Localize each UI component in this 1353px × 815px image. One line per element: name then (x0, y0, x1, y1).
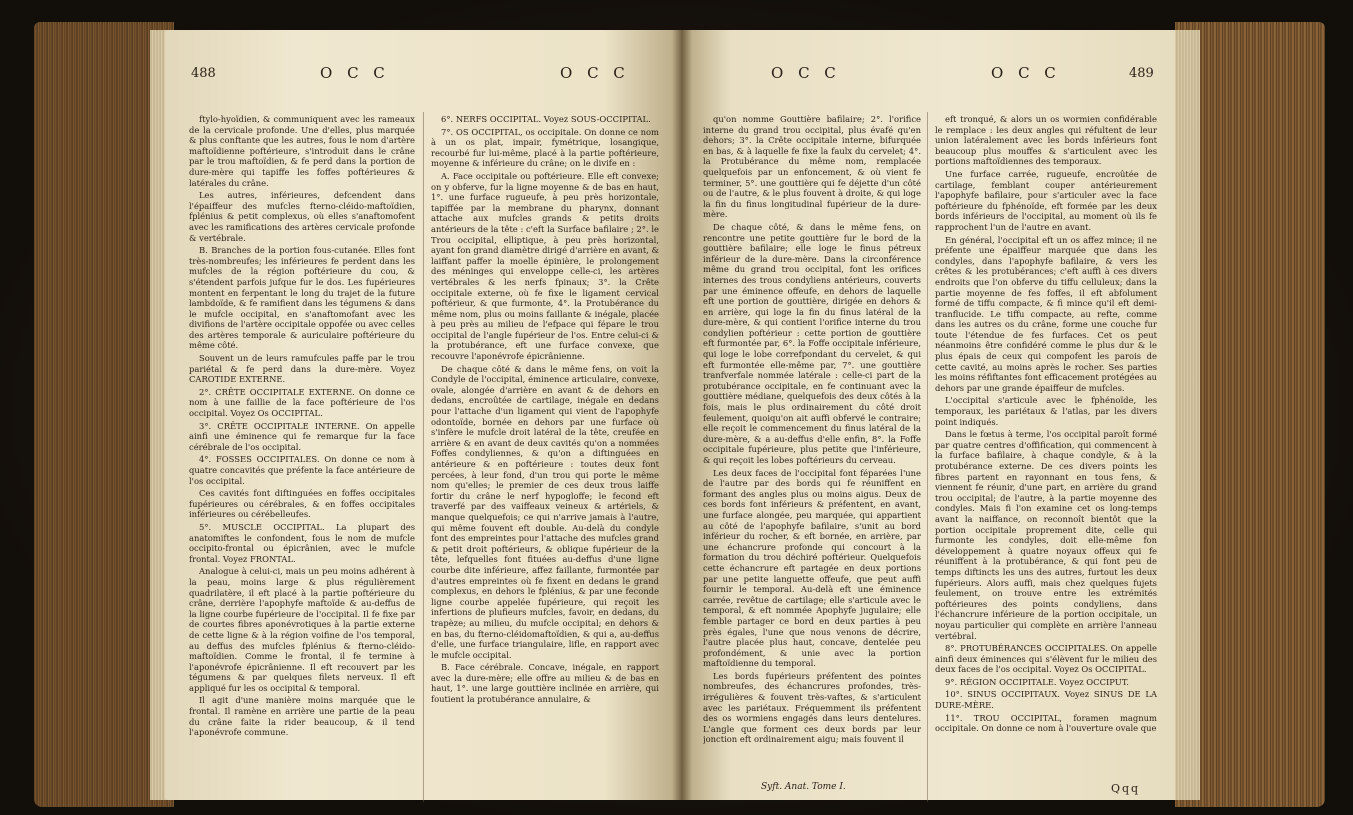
paragraph: B. Branches de la portion fous-cutanée. Elles font très-nombreufes; les inférieures fe perdent dans les mufcles de la région poftérieure du cou, & s'étendent parfois jufque fur le dos. Les fupérieures montent en ferpentant le long du trajet de la future lambdoïde, & fe ramifient dans les tégumens & dans le mufcle occipital, en s'anaftomofant avec les divifions de l'artère occipitale oppofée ou avec celles des artères temporale & auriculaire poftérieure du même côté. (189, 245, 415, 351)
page-number-right: 489 (1129, 66, 1154, 81)
paragraph: 5°. MUSCLE OCCIPITAL. La plupart des anatomiftes le confondent, fous le nom de mufcle occipito-frontal ou épicrânien, avec le mufcle frontal. Voyez FRONTAL. (189, 521, 415, 564)
printer-signature-mark: Qqq (1111, 782, 1141, 795)
paragraph: 2°. CRÊTE OCCIPITALE EXTERNE. On donne ce nom à une faillie de la face poftérieure de l'os occipital. Voyez Os OCCIPITAL. (189, 386, 415, 419)
column-rule (423, 112, 424, 802)
running-head-left-2: O C C (560, 64, 630, 82)
paragraph: 6°. NERFS OCCIPITAL. Voyez SOUS-OCCIPITAL. (441, 114, 651, 124)
paragraph: Une furface carrée, rugueufe, encroûtée de cartilage, femblant couper antérieurement l'apophyfe bafilaire, pour s'articuler avec la face poftérieure du fphénoïde, eft formée par les deux bords inférieurs de l'occipital, au moment où ils fe rapprochent l'un de l'autre en avant. (935, 168, 1157, 232)
right-page-column-1 (703, 114, 921, 776)
paragraph: 7°. OS OCCIPITAL, os occipitale. On donne ce nom à un os plat, impair, fymétrique, losangique, recourbé fur lui-même, placé à la partie poftérieure, moyenne & inférieure du crâne; on le divife en : (431, 126, 659, 169)
running-head-left-1: O C C (320, 64, 390, 82)
paragraph: 11°. TROU OCCIPITAL, foramen magnum occipitale. On donne ce nom à l'ouverture ovale que (935, 712, 1157, 734)
paragraph: Dans le fœtus à terme, l'os occipital paroît formé par quatre centres d'offification, qui commencent à la furface bafilaire, à chaque condyle, & à la protubérance externe. De ces divers points les fibres partent en rayonnant en tous fens, & viennent fe réunir, d'une part, en arrière du grand trou occipital; de l'autre, à la partie moyenne des condyles. Mais fi l'on examine cet os long-temps avant la naiffance, on reconnoît bientôt que la portion occipitale proprement dite, celle qui furmonte les condyles, doit elle-même fon développement à quatre noyaux offeux qui fe réuniffent à la protubérance, & qui font peu de temps diftincts les uns des autres, furtout les deux fupérieurs. Alors auffi, mais chez quelques fujets feulement, on trouve entre les extrémités poftérieures des points condyliens, dans l'échancrure inférieure de la portion occipitale, un noyau particulier qui complète en arrière l'anneau vertébral. (935, 429, 1157, 641)
paragraph: B. Face cérébrale. Concave, inégale, en rapport avec la dure-mère; elle offre au milieu & de bas en haut, 1°. une large gouttière inclinée en arrière, qui foutient la protubérance annulaire, & (431, 662, 659, 705)
left-page-column-1 (189, 114, 415, 794)
running-head-right-1: O C C (771, 64, 841, 82)
book-gutter-shadow (672, 30, 692, 800)
paragraph: eft tronqué, & alors un os wormien confidérable le remplace : les deux angles qui réfultent de leur union latéralement avec les bords inférieurs font beaucoup plus mouffes & s'articulent avec les portions maftoïdiennes des temporaux. (935, 114, 1157, 167)
paragraph: Les deux faces de l'occipital font féparées l'une de l'autre par des bords qui fe réuniffent en formant des angles plus ou moins aigus. Deux de ces bords font inférieurs & préfentent, en avant, une furface alongée, peu marquée, qui appartient au côté de l'apophyfe bafilaire, s'unit au bord inférieur du rocher, & eft bornée, en arrière, par une échancrure profonde qui concourt à la formation du trou déchiré poftérieur. Quelquefois cette échancrure eft partagée en deux portions par une petite languette offeufe, que peut auffi fournir le temporal. Au-delà eft une éminence carrée, revêtue de cartilage; elle s'articule avec le temporal, & eft nommée Apophyfe jugulaire; elle femble partager ce bord en deux parties à peu près égales, l'une que nous venons de décrire, l'autre placée plus haut, concave, dentelée peu profondément, & unie avec la portion maftoïdienne du temporal. (703, 467, 921, 669)
paragraph: A. Face occipitale ou poftérieure. Elle eft convexe; on y obferve, fur la ligne moyenne & de bas en haut, 1°. une furface rugueufe, à peu près horizontale, tapiffée par la membrane du pharynx, donnant attache aux mufcles grands & petits droits antérieurs de la tête : c'eft la Surface bafilaire ; 2°. le Trou occipital, elliptique, à peu près horizontal, ayant fon grand diamètre dirigé d'arrière en avant, & laiffant paffer la moelle épinière, le prolongement des méninges qui enveloppe celle-ci, les artères vertébrales & les nerfs fpinaux; 3°. la Crête occipitale externe, où fe fixe le ligament cervical poftérieur, & que furmonte, 4°. la Protubérance du même nom, plus ou moins faillante & inégale, placée à peu près au milieu de l'efpace qui fépare le trou occipital de l'angle fupérieur de l'os. Entre celui-ci & la protubérance, eft une furface convexe, que recouvre l'aponévrofe épicrânienne. (431, 170, 659, 362)
paragraph: Analogue à celui-ci, mais un peu moins adhérent à la peau, moins large & plus régulièrement quadrilatère, il eft placé à la partie poftérieure du crâne, derrière l'apophyfe maftoïde & au-deffus de la ligne courbe fupérieure de l'occipital. Il fe fixe par de courtes fibres aponévrotiques à la partie externe de cette ligne & à la région voifine de l'os temporal, au deffus des mufcles fplénius & fterno-cléido-maftoïdien. Comme le frontal, il fe termine à l'aponévrofe épicrânienne. Il eft recouvert par les tégumens & par quelques filets nerveux. Il eft appliqué fur les os occipital & temporal. (189, 566, 415, 693)
left-page (165, 30, 681, 800)
paragraph: Ces cavités font diftinguées en foffes occipitales fupérieures ou cérébrales, & en foffes occipitales inférieures ou cérébelleufes. (189, 488, 415, 520)
paragraph: 8°. PROTUBÉRANCES OCCIPITALES. On appelle ainfi deux éminences qui s'élèvent fur le milieu des deux faces de l'os occipital. Voyez Os OCCIPITAL. (935, 643, 1157, 675)
paragraph: En général, l'occipital eft un os affez mince; il ne préfente une épaiffeur marquée que dans les condyles, dans l'apophyfe bafilaire, & vers les crêtes & les protubérances; c'eft auffi à ces divers endroits que l'on obferve du tiffu celluleux; dans la partie moyenne de fes foffes, il eft abfolument formé de tiffu compacte, & fi mince qu'il eft demi-tranflucide. Le tiffu compacte, au refte, comme dans les autres os du crâne, forme une couche fur toute l'étendue de fes furfaces. Cet os peut néanmoins être confidéré comme le plus dur & le plus épais de ceux qui compofent les parois de cette cavité, au moins après le rocher. Ses parties les moins réfiftantes font efficacement protégées au dehors par une grande épaiffeur de mufcles. (935, 234, 1157, 393)
right-page (681, 30, 1175, 800)
page-number-left: 488 (191, 66, 216, 81)
paragraph: Les autres, inférieures, defcendent dans l'épaiffeur des mufcles fterno-cléido-maftoïdien, fplénius & petit complexus, où elles s'anaftomofent avec les ramifications des artères cervicale profonde & vertébrale. (189, 190, 415, 243)
paragraph: 4°. FOSSES OCCIPITALES. On donne ce nom à quatre concavités que préfente la face antérieure de l'os occipital. (189, 454, 415, 486)
running-head-right-2: O C C (991, 64, 1061, 82)
left-page-column-2 (431, 114, 659, 794)
paragraph: Il agit d'une manière moins marquée que le frontal. Il ramène en arrière une partie de la peau du crâne faite la rider beaucoup, & il tend l'aponévrofe commune. (189, 695, 415, 738)
paragraph: De chaque côté, & dans le même fens, on rencontre une petite gouttière fur le bord de la gouttière bafilaire; elle loge le finus pétreux inférieur de la dure-mère. Dans la circonférence même du grand trou occipital, font les orifices internes des trous condyliens antérieurs, couverts par une éminence offeufe, en dehors de laquelle eft une portion de gouttière, dirigée en dehors & en arrière, qui loge la fin du finus latéral de la dure-mère, & qui contient l'orifice interne du trou condylien poftérieur : cette portion de gouttière eft furmontée par, 6°. la Foffe occipitale inférieure, qui loge le lobe correfpondant du cervelet, & qui eft furmontée elle-même par, 7°. une gouttière tranfverfale nommée latérale : celle-ci part de la protubérance occipitale, en fe continuant avec la gouttière médiane, quelquefois des deux côtés à la fois, mais le plus ordinairement du côté droit feulement, quoiqu'on ait auffi obfervé le contraire; elle reçoit le commencement du finus latéral de la dure-mère, & a au-deffus d'elle enfin, 8°. la Foffe occipitale fupérieure, plus petite que l'inférieure, & qui reçoit les lobes poftérieurs du cerveau. (703, 221, 921, 465)
paragraph: L'occipital s'articule avec le fphénoïde, les temporaux, les pariétaux & l'atlas, par les divers point indiqués. (935, 395, 1157, 427)
paragraph: De chaque côté & dans le même fens, on voit la Condyle de l'occipital, éminence articulaire, convexe, ovale, alongée d'arrière en avant & de dehors en dedans, encroûtée de cartilage, inégale en dedans pour l'attache d'un ligament qui vient de l'apophyfe odontoïde, bornée en dehors par une furface où s'infère le mufcle droit latéral de la tête, creufée en arrière & en avant de deux cavités qu'on a nommées Foffes condyliennes, & qu'on a diftinguées en antérieure & en poftérieure : toutes deux font percées, à leur fond, d'un trou qui porte le même nom qu'elles; le premier de ces deux trous laiffe fortir du crâne le nerf hypogloffe; le fecond eft traverfé par des vaiffeaux veineux & artériels, & manque quelquefois; ce qui n'arrive jamais à l'autre, qui même fouvent eft double. Au-delà du condyle font des empreintes pour l'attache des mufcles grand & petit droit poftérieurs, & oblique fupérieur de la tête, lefquelles font fituées au-deffus d'une ligne courbe dite inférieure, affez faillante, furmontée par d'autres empreintes où fe fixent en dedans le grand complexus, en dehors le fplénius, & par une feconde ligne courbe appelée fupérieure, qui reçoit les infertions de plufieurs mufcles, favoir, en dedans, du trapèze; au milieu, du mufcle occipital; en dehors & en bas, du fterno-cléidomaftoïdien, & qui a, au-deffus d'elle, une furface triangulaire, lifle, en rapport avec le mufcle occipital. (431, 363, 659, 660)
paragraph: 9°. RÉGION OCCIPITALE. Voyez OCCIPUT. (945, 676, 1129, 687)
paragraph: Les bords fupérieurs préfentent des pointes nombreufes, des échancrures profondes, très-irrégulières & fouvent très-vaftes, & s'articulent avec les pariétaux. Fréquemment ils préfentent des os wormiens engagés dans leurs dentelures. L'angle que forment ces deux bords par leur jonction eft ordinairement aigu; mais fouvent il (703, 670, 921, 745)
paragraph: 10°. SINUS OCCIPITAUX. Voyez SINUS DE LA DURE-MÈRE. (935, 689, 1157, 711)
paragraph: Souvent un de leurs ramufcules paffe par le trou pariétal & fe perd dans la dure-mère. Voyez CAROTIDE EXTERNE. (189, 353, 415, 385)
paragraph: qu'on nomme Gouttière bafilaire; 2°. l'orifice interne du grand trou occipital, plus évafé qu'en dehors; 3°. la Crête occipitale interne, bifurquée en bas, & à laquelle fe fixe la faulx du cervelet; 4°. la Protubérance du même nom, remplacée quelquefois par un enfoncement, & où vient fe terminer, 5°. une gouttière qui fe déjette d'un côté ou de l'autre, & le plus fouvent à droite, & qui loge la fin du finus longitudinal fupérieur de la dure-mère. (703, 114, 921, 220)
right-page-column-2 (935, 114, 1157, 776)
footer-volume-note: Syft. Anat. Tome I. (761, 782, 846, 792)
paragraph: ftylo-hyoïdien, & communiquent avec les rameaux de la cervicale profonde. Une d'elles, plus marquée & plus conftante que les autres, fous le nom d'artère maftoïdienne poftérieure, s'introduit dans le crâne par le trou maftoïdien, & fe perd dans la portion de dure-mère qui tapiffe les foffes poftérieures & latérales du crâne. (189, 114, 415, 188)
column-rule (927, 112, 928, 802)
paragraph: 3°. CRÊTE OCCIPITALE INTERNE. On appelle ainfi une éminence qui fe remarque fur la face cérébrale de l'os occipital. (189, 420, 415, 452)
